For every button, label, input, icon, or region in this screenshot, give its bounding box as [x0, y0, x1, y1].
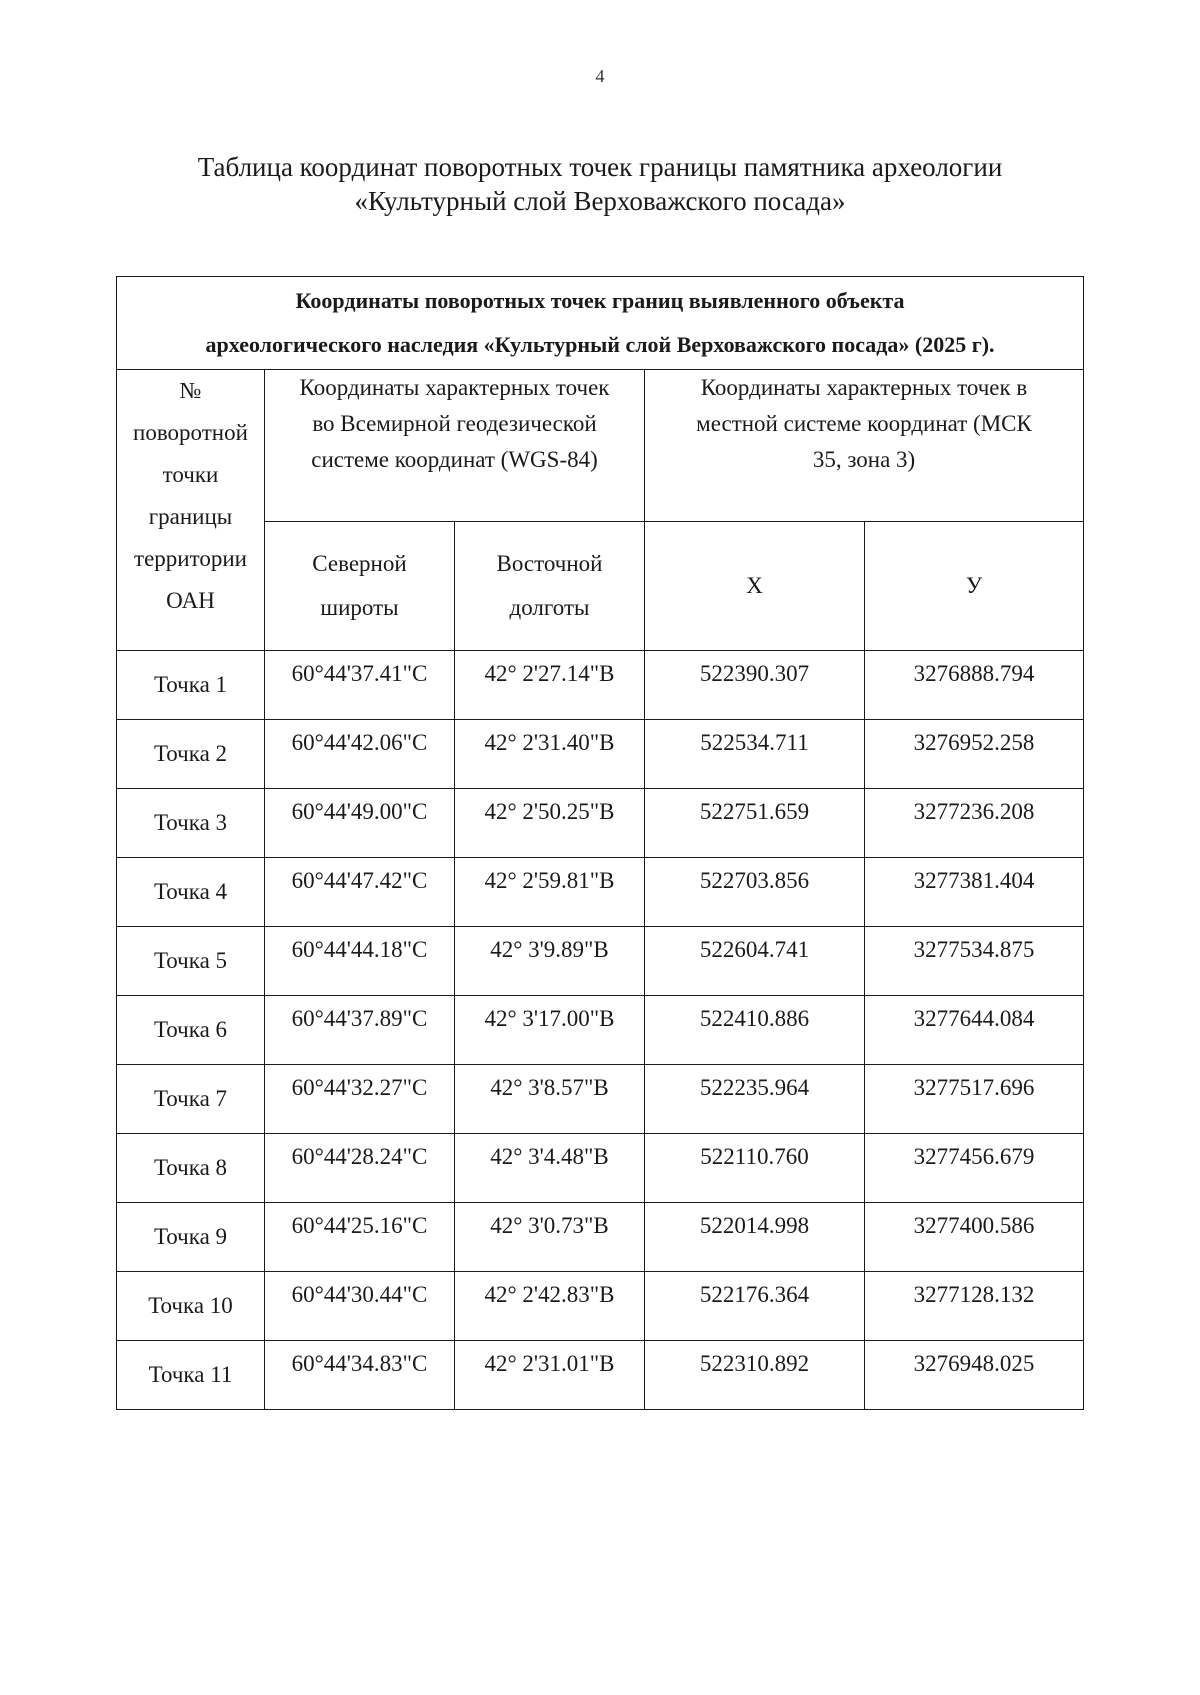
longitude-cell: 42° 3'0.73"В	[455, 1203, 645, 1272]
x-cell: 522014.998	[645, 1203, 865, 1272]
table-row	[117, 1065, 1084, 1134]
point-cell: Точка 10	[117, 1272, 265, 1341]
subheader-east-longitude: Восточной долготы	[455, 521, 645, 650]
longitude-cell: 42° 3'8.57"В	[455, 1065, 645, 1134]
x-cell: 522703.856	[645, 858, 865, 927]
subheader-y: У	[865, 521, 1084, 650]
latitude-cell: 60°44'42.06"С	[265, 720, 455, 789]
table-row	[117, 651, 1084, 720]
coordinates-table	[116, 276, 1084, 1410]
title-line-2: «Культурный слой Верховажского посада»	[354, 186, 846, 216]
longitude-cell: 42° 3'9.89"В	[455, 927, 645, 996]
table-caption	[117, 277, 1084, 370]
x-cell: 522110.760	[645, 1134, 865, 1203]
table-row	[117, 1272, 1084, 1341]
point-cell: Точка 1	[117, 651, 265, 720]
x-cell: 522534.711	[645, 720, 865, 789]
table-row	[117, 858, 1084, 927]
latitude-cell: 60°44'49.00"С	[265, 789, 455, 858]
x-cell: 522410.886	[645, 996, 865, 1065]
longitude-cell: 42° 2'42.83"В	[455, 1272, 645, 1341]
y-cell: 3277381.404	[865, 858, 1084, 927]
latitude-cell: 60°44'25.16"С	[265, 1203, 455, 1272]
point-cell: Точка 9	[117, 1203, 265, 1272]
longitude-cell: 42° 2'31.01"В	[455, 1341, 645, 1410]
x-cell: 522235.964	[645, 1065, 865, 1134]
y-cell: 3277236.208	[865, 789, 1084, 858]
table-row	[117, 1134, 1084, 1203]
latitude-cell: 60°44'30.44"С	[265, 1272, 455, 1341]
latitude-cell: 60°44'28.24"С	[265, 1134, 455, 1203]
subheader-north-latitude: Северной широты	[265, 521, 455, 650]
y-cell: 3277128.132	[865, 1272, 1084, 1341]
table-caption-row	[117, 277, 1084, 370]
y-cell: 3277456.679	[865, 1134, 1084, 1203]
table-row	[117, 720, 1084, 789]
longitude-cell: 42° 3'4.48"В	[455, 1134, 645, 1203]
caption-line-2: археологического наследия «Культурный слой Верховажского посада» (2025 г).	[205, 332, 995, 357]
latitude-cell: 60°44'32.27"С	[265, 1065, 455, 1134]
header-wgs84: Координаты характерных точек во Всемирной геодезической системе координат (WGS-84)	[265, 370, 645, 522]
table-row	[117, 1203, 1084, 1272]
latitude-cell: 60°44'37.41"С	[265, 651, 455, 720]
point-cell: Точка 4	[117, 858, 265, 927]
x-cell: 522751.659	[645, 789, 865, 858]
point-cell: Точка 2	[117, 720, 265, 789]
y-cell: 3276888.794	[865, 651, 1084, 720]
caption-line-1: Координаты поворотных точек границ выявленного объекта	[295, 288, 905, 313]
longitude-cell: 42° 2'31.40"В	[455, 720, 645, 789]
table-row	[117, 1341, 1084, 1410]
table-row	[117, 789, 1084, 858]
longitude-cell: 42° 3'17.00"В	[455, 996, 645, 1065]
point-cell: Точка 5	[117, 927, 265, 996]
table-row	[117, 996, 1084, 1065]
subheader-x: Х	[645, 521, 865, 650]
longitude-cell: 42° 2'59.81"В	[455, 858, 645, 927]
longitude-cell: 42° 2'50.25"В	[455, 789, 645, 858]
x-cell: 522310.892	[645, 1341, 865, 1410]
point-cell: Точка 3	[117, 789, 265, 858]
table-row	[117, 927, 1084, 996]
document-title	[0, 150, 1200, 218]
point-cell: Точка 6	[117, 996, 265, 1065]
x-cell: 522390.307	[645, 651, 865, 720]
latitude-cell: 60°44'47.42"С	[265, 858, 455, 927]
title-line-1: Таблица координат поворотных точек границы памятника археологии	[197, 152, 1003, 182]
y-cell: 3277517.696	[865, 1065, 1084, 1134]
y-cell: 3277534.875	[865, 927, 1084, 996]
page-number: 4	[595, 66, 605, 86]
y-cell: 3277400.586	[865, 1203, 1084, 1272]
x-cell: 522604.741	[645, 927, 865, 996]
header-msk35: Координаты характерных точек в местной системе координат (МСК 35, зона 3)	[645, 370, 1084, 522]
longitude-cell: 42° 2'27.14"В	[455, 651, 645, 720]
table-header-row	[117, 370, 1084, 522]
latitude-cell: 60°44'37.89"С	[265, 996, 455, 1065]
point-cell: Точка 8	[117, 1134, 265, 1203]
y-cell: 3276948.025	[865, 1341, 1084, 1410]
y-cell: 3276952.258	[865, 720, 1084, 789]
point-cell: Точка 11	[117, 1341, 265, 1410]
y-cell: 3277644.084	[865, 996, 1084, 1065]
x-cell: 522176.364	[645, 1272, 865, 1341]
latitude-cell: 60°44'44.18"С	[265, 927, 455, 996]
header-point-number: № поворотной точки границы территории ОАН	[117, 370, 265, 651]
latitude-cell: 60°44'34.83"С	[265, 1341, 455, 1410]
point-cell: Точка 7	[117, 1065, 265, 1134]
